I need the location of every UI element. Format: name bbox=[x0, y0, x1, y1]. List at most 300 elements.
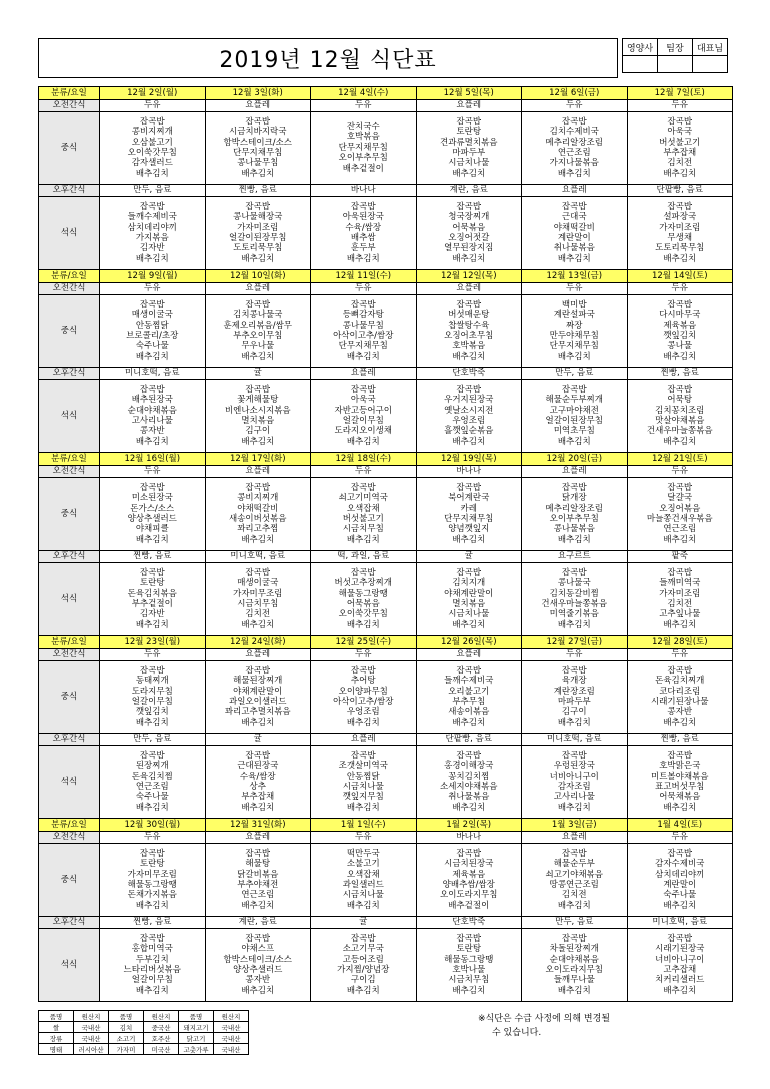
menu-item: 아욱국 bbox=[667, 127, 693, 138]
menu-item: 두부김치 bbox=[135, 954, 169, 965]
menu-item: 배추김치 bbox=[135, 351, 169, 362]
dinner-cell bbox=[100, 380, 206, 453]
menu-item: 양상추샐러드 bbox=[233, 965, 283, 975]
menu-item: 미소된장국 bbox=[131, 493, 173, 504]
menu-item: 배추김치 bbox=[135, 436, 169, 447]
menu-item: 미역초무침 bbox=[553, 426, 595, 437]
morning-snack-cell: 두유 bbox=[522, 100, 628, 112]
signature-label: 팀장 bbox=[658, 39, 693, 56]
menu-item: 배추김치 bbox=[452, 619, 486, 630]
signature-label: 영양사 bbox=[623, 39, 658, 56]
dinner-row bbox=[39, 929, 733, 1002]
origin-cell: 원산지 bbox=[214, 1011, 249, 1022]
menu-item: 계란장조림 bbox=[553, 686, 595, 697]
day-header: 12월 24일(화) bbox=[205, 636, 311, 649]
menu-item: 배추김치 bbox=[346, 802, 380, 813]
menu-item: 배추김치 bbox=[346, 900, 380, 911]
lunch-row bbox=[39, 844, 733, 917]
menu-item: 숙주나물 bbox=[135, 341, 169, 352]
menu-item: 배추김치 bbox=[557, 717, 591, 728]
menu-item: 흘깻잎순볶음 bbox=[444, 426, 494, 437]
menu-item: 얼갈이된장무침 bbox=[229, 233, 287, 243]
week-header-row bbox=[39, 819, 733, 832]
menu-item: 잡곡밥 bbox=[350, 933, 376, 944]
menu-item: 표고버섯무침 bbox=[655, 782, 705, 792]
menu-item: 토란탕 bbox=[139, 578, 165, 589]
menu-item: 야채스프 bbox=[241, 944, 275, 955]
origin-row bbox=[39, 1044, 249, 1055]
dinner-cell bbox=[100, 929, 206, 1002]
menu-item: 홍합미역국 bbox=[131, 944, 173, 955]
menu-item: 메추리알장조림 bbox=[545, 503, 603, 514]
menu-item: 야채계란말이 bbox=[233, 686, 283, 697]
menu-item: 맛살야채볶음 bbox=[655, 416, 705, 426]
morning-snack-cell: 요플레 bbox=[205, 100, 311, 112]
menu-item: 배추김치 bbox=[452, 436, 486, 447]
menu-item: 잡곡밥 bbox=[139, 665, 165, 676]
menu-item: 버섯매운탕 bbox=[448, 310, 490, 321]
menu-item: 순대야채볶음 bbox=[127, 405, 177, 416]
menu-item: 닭개장 bbox=[561, 493, 587, 504]
morning-snack-cell: 두유 bbox=[311, 466, 417, 478]
menu-item: 배추된장국 bbox=[131, 395, 173, 406]
lunch-cell bbox=[522, 112, 628, 185]
menu-item: 배추김치 bbox=[663, 534, 697, 545]
origin-cell: 장류 bbox=[39, 1033, 74, 1044]
dinner-row bbox=[39, 563, 733, 636]
lunch-cell bbox=[311, 661, 417, 734]
menu-item: 배추김치 bbox=[135, 900, 169, 911]
row-label: 중식 bbox=[39, 295, 100, 368]
dinner-cell bbox=[311, 197, 417, 270]
menu-item: 오징어젓갈 bbox=[448, 233, 490, 243]
menu-item: 도라지무침 bbox=[131, 686, 173, 697]
morning-snack-cell: 두유 bbox=[627, 100, 733, 112]
origin-cell: 품명 bbox=[39, 1011, 74, 1022]
menu-item: 콩나물 bbox=[667, 341, 693, 352]
menu-item: 호박맑은국 bbox=[659, 761, 701, 772]
menu-item: 들깨수제비국 bbox=[127, 212, 177, 223]
origin-cell: 고춧가루 bbox=[179, 1044, 214, 1055]
menu-item: 오색잡채 bbox=[346, 869, 380, 880]
menu-item: 된장찌개 bbox=[135, 761, 169, 772]
menu-item: 김치꽁치조림 bbox=[655, 405, 705, 416]
menu-item: 배추김치 bbox=[241, 802, 275, 813]
origin-row bbox=[39, 1033, 249, 1044]
afternoon-snack-cell: 요플레 bbox=[311, 734, 417, 746]
menu-item: 돈육김치찜 bbox=[131, 771, 173, 782]
menu-item: 배추김치 bbox=[346, 717, 380, 728]
menu-item: 배추김치 bbox=[135, 717, 169, 728]
afternoon-snack-cell: 찐빵, 음료 bbox=[205, 185, 311, 197]
menu-item: 잡곡밥 bbox=[245, 848, 271, 859]
afternoon-snack-cell: 찐빵, 음료 bbox=[100, 917, 206, 929]
menu-item: 단무지채무침 bbox=[549, 341, 599, 352]
menu-item: 시래기된장나물 bbox=[651, 697, 709, 707]
day-header: 12월 11일(수) bbox=[311, 270, 417, 283]
menu-item: 추어탕 bbox=[350, 676, 376, 687]
lunch-cell bbox=[416, 112, 522, 185]
signature-box[interactable] bbox=[623, 56, 658, 73]
menu-item: 돈육김치찌개 bbox=[655, 676, 705, 687]
menu-item: 잡곡밥 bbox=[245, 299, 271, 310]
day-header: 12월 18일(수) bbox=[311, 453, 417, 466]
notice-line: 수 있습니다. bbox=[492, 1028, 542, 1038]
morning-snack-row bbox=[39, 100, 733, 112]
menu-item: 시금치나물 bbox=[448, 609, 490, 620]
menu-item: 배추겉절이 bbox=[448, 900, 490, 911]
menu-item: 배추김치 bbox=[241, 985, 275, 996]
menu-item: 오삼불고기 bbox=[131, 137, 173, 148]
menu-item: 해물동그랑땡 bbox=[127, 880, 177, 890]
origin-row bbox=[39, 1011, 249, 1022]
menu-item: 꽃게해물탕 bbox=[237, 395, 279, 406]
menu-item: 잡곡밥 bbox=[667, 750, 693, 761]
afternoon-snack-row bbox=[39, 734, 733, 746]
day-header: 12월 9일(월) bbox=[100, 270, 206, 283]
menu-item: 꽈리고추멸치볶음 bbox=[224, 707, 291, 718]
day-header: 12월 14일(토) bbox=[627, 270, 733, 283]
menu-item: 시금치된장국 bbox=[444, 859, 494, 870]
menu-item: 버섯불고기 bbox=[659, 137, 701, 148]
lunch-cell bbox=[311, 844, 417, 917]
menu-item: 잡곡밥 bbox=[350, 201, 376, 212]
menu-item: 배추김치 bbox=[241, 717, 275, 728]
lunch-cell bbox=[100, 844, 206, 917]
menu-item: 오리불고기 bbox=[448, 686, 490, 697]
morning-snack-cell: 두유 bbox=[627, 466, 733, 478]
afternoon-snack-cell: 요플레 bbox=[311, 368, 417, 380]
morning-snack-cell: 요플레 bbox=[205, 649, 311, 661]
morning-snack-cell: 요플레 bbox=[522, 466, 628, 478]
menu-item: 해물동그랑땡 bbox=[338, 588, 388, 599]
menu-item: 잡곡밥 bbox=[350, 482, 376, 493]
menu-item: 무우나물 bbox=[241, 341, 275, 352]
menu-item: 치커리샐러드 bbox=[655, 975, 705, 986]
menu-item: 잡곡밥 bbox=[350, 750, 376, 761]
afternoon-snack-cell: 귤 bbox=[205, 368, 311, 380]
notice-line: ※식단은 수급 사정에 의해 변경될 bbox=[478, 1014, 611, 1024]
menu-item: 배추쌈 bbox=[350, 233, 376, 243]
menu-item: 너비아니구이 bbox=[549, 771, 599, 782]
menu-item: 오색잡채 bbox=[346, 503, 380, 514]
menu-item: 쇠고기야채볶음 bbox=[545, 869, 603, 880]
lunch-cell bbox=[416, 844, 522, 917]
menu-item: 잡곡밥 bbox=[139, 848, 165, 859]
category-label: 분류/요일 bbox=[39, 636, 100, 649]
menu-item: 상추 bbox=[249, 782, 266, 792]
dinner-cell bbox=[100, 197, 206, 270]
row-label: 석식 bbox=[39, 563, 100, 636]
menu-item: 단무지채무침 bbox=[338, 341, 388, 352]
lunch-row bbox=[39, 295, 733, 368]
afternoon-snack-cell: 단팥빵, 음료 bbox=[627, 185, 733, 197]
menu-item: 비엔나소시지볶음 bbox=[224, 405, 291, 416]
menu-item: 잡곡밥 bbox=[139, 933, 165, 944]
lunch-cell bbox=[627, 661, 733, 734]
dinner-row bbox=[39, 380, 733, 453]
menu-item: 잡곡밥 bbox=[139, 299, 165, 310]
menu-item: 배추김치 bbox=[241, 619, 275, 630]
dinner-cell bbox=[205, 563, 311, 636]
row-label: 오후간식 bbox=[39, 551, 100, 563]
menu-item: 무생채 bbox=[667, 233, 693, 243]
afternoon-snack-cell: 미니호떡, 음료 bbox=[522, 734, 628, 746]
signature-box[interactable] bbox=[693, 56, 728, 73]
menu-item: 배추김치 bbox=[663, 351, 697, 362]
afternoon-snack-cell: 찐빵, 음료 bbox=[627, 368, 733, 380]
menu-item: 너비아니구이 bbox=[655, 954, 705, 965]
menu-item: 김치콩나물국 bbox=[233, 310, 283, 321]
day-header: 12월 23일(월) bbox=[100, 636, 206, 649]
menu-item: 부추무침 bbox=[452, 697, 486, 707]
afternoon-snack-cell: 바나나 bbox=[311, 185, 417, 197]
row-label: 오후간식 bbox=[39, 185, 100, 197]
row-label: 오전간식 bbox=[39, 100, 100, 112]
menu-item: 느타리버섯볶음 bbox=[123, 965, 181, 975]
menu-item: 미트볼야채볶음 bbox=[651, 771, 709, 782]
week-header-row bbox=[39, 87, 733, 100]
dinner-cell bbox=[627, 197, 733, 270]
menu-item: 양상추샐러드 bbox=[127, 514, 177, 524]
afternoon-snack-cell: 단호박죽 bbox=[416, 368, 522, 380]
menu-item: 배추김치 bbox=[663, 436, 697, 447]
lunch-cell bbox=[205, 478, 311, 551]
menu-item: 단무지채무침 bbox=[444, 514, 494, 524]
menu-item: 감자조림 bbox=[557, 782, 591, 792]
menu-item: 시금치나물 bbox=[448, 158, 490, 169]
menu-item: 토란탕 bbox=[456, 944, 482, 955]
menu-item: 잡곡밥 bbox=[561, 567, 587, 578]
menu-item: 계란설파국 bbox=[553, 310, 595, 321]
dinner-cell bbox=[311, 563, 417, 636]
morning-snack-cell: 요플레 bbox=[205, 832, 311, 844]
menu-item: 콩자반 bbox=[139, 426, 165, 437]
menu-item: 잡곡밥 bbox=[139, 116, 165, 127]
day-header: 12월 26일(목) bbox=[416, 636, 522, 649]
afternoon-snack-row bbox=[39, 368, 733, 380]
menu-item: 가자미조림 bbox=[237, 222, 279, 233]
day-header: 12월 25일(수) bbox=[311, 636, 417, 649]
origin-cell: 돼지고기 bbox=[179, 1022, 214, 1033]
menu-item: 꽈리고추찜 bbox=[237, 524, 279, 535]
menu-item: 새송이버섯볶음 bbox=[229, 514, 287, 524]
row-label: 석식 bbox=[39, 929, 100, 1002]
menu-item: 고추잎나물 bbox=[659, 609, 701, 620]
menu-item: 잡곡밥 bbox=[456, 848, 482, 859]
menu-item: 들깨미역국 bbox=[659, 578, 701, 589]
menu-item: 김치전 bbox=[667, 599, 693, 609]
menu-item: 배추김치 bbox=[557, 168, 591, 179]
menu-item: 배추김치 bbox=[452, 802, 486, 813]
dinner-cell bbox=[205, 197, 311, 270]
week-header-row bbox=[39, 636, 733, 649]
menu-item: 배추김치 bbox=[557, 436, 591, 447]
menu-item: 견과류멸치볶음 bbox=[440, 137, 498, 148]
menu-item: 김치지개 bbox=[452, 578, 486, 589]
menu-item: 수육/쌈장 bbox=[239, 771, 276, 782]
morning-snack-cell: 요플레 bbox=[416, 649, 522, 661]
morning-snack-cell: 두유 bbox=[311, 100, 417, 112]
menu-item: 땅콩연근조림 bbox=[549, 880, 599, 890]
menu-item: 배추김치 bbox=[241, 168, 275, 179]
menu-item: 야채떡갈비 bbox=[553, 222, 595, 233]
menu-item: 단무지채무침 bbox=[338, 142, 388, 153]
menu-item: 아삭이고추/쌈장 bbox=[333, 331, 394, 341]
menu-item: 시금치나물 bbox=[342, 782, 384, 792]
menu-item: 배추김치 bbox=[346, 619, 380, 630]
morning-snack-cell: 두유 bbox=[100, 283, 206, 295]
menu-item: 잡곡밥 bbox=[667, 933, 693, 944]
menu-item: 잡곡밥 bbox=[561, 933, 587, 944]
menu-item: 삼치데리야끼 bbox=[655, 869, 705, 880]
afternoon-snack-cell: 요플레 bbox=[522, 185, 628, 197]
afternoon-snack-cell: 찐빵, 음료 bbox=[627, 734, 733, 746]
day-header: 12월 31일(화) bbox=[205, 819, 311, 832]
day-header: 12월 27일(금) bbox=[522, 636, 628, 649]
morning-snack-cell: 두유 bbox=[627, 283, 733, 295]
menu-item: 브로콜리/초장 bbox=[126, 331, 179, 341]
lunch-cell bbox=[522, 295, 628, 368]
lunch-cell bbox=[627, 112, 733, 185]
menu-item: 야채떡갈비 bbox=[237, 503, 279, 514]
menu-item: 해물된장찌개 bbox=[233, 676, 283, 687]
menu-item: 잡곡밥 bbox=[245, 750, 271, 761]
menu-item: 잡곡밥 bbox=[350, 384, 376, 395]
afternoon-snack-cell: 계란, 음료 bbox=[416, 185, 522, 197]
menu-item: 콩나물무침 bbox=[342, 320, 384, 331]
menu-item: 도토리묵무침 bbox=[233, 243, 283, 254]
title-box bbox=[38, 38, 618, 78]
menu-item: 해물동그랑땡 bbox=[444, 954, 494, 965]
origin-cell: 닭고기 bbox=[179, 1033, 214, 1044]
menu-item: 닭갈비볶음 bbox=[237, 869, 279, 880]
menu-item: 김치전 bbox=[667, 158, 693, 169]
menu-item: 야채피클 bbox=[135, 524, 169, 535]
menu-item: 배추김치 bbox=[241, 900, 275, 911]
menu-item: 잡곡밥 bbox=[561, 750, 587, 761]
menu-item: 오이부추무침 bbox=[338, 153, 388, 164]
menu-item: 깻잎김치 bbox=[135, 707, 169, 718]
menu-item: 호박볶음 bbox=[452, 341, 486, 352]
menu-item: 연근조림 bbox=[135, 782, 169, 792]
dinner-cell bbox=[205, 746, 311, 819]
menu-item: 해물순두부찌개 bbox=[545, 395, 603, 406]
menu-item: 제육볶음 bbox=[452, 869, 486, 880]
morning-snack-cell: 두유 bbox=[100, 466, 206, 478]
menu-item: 배추김치 bbox=[135, 802, 169, 813]
morning-snack-cell: 요플레 bbox=[416, 283, 522, 295]
menu-item: 짜장 bbox=[566, 320, 583, 331]
menu-item: 배추김치 bbox=[135, 985, 169, 996]
dinner-cell bbox=[311, 746, 417, 819]
afternoon-snack-row bbox=[39, 917, 733, 929]
menu-item: 잡곡밥 bbox=[245, 201, 271, 212]
menu-item: 멸치볶음 bbox=[452, 599, 486, 609]
menu-item: 어묵채볶음 bbox=[659, 792, 701, 803]
dinner-cell bbox=[416, 197, 522, 270]
morning-snack-cell: 바나나 bbox=[416, 832, 522, 844]
menu-item: 가자미무조림 bbox=[233, 588, 283, 599]
morning-snack-cell: 두유 bbox=[311, 832, 417, 844]
afternoon-snack-cell: 미니호떡, 음료 bbox=[627, 917, 733, 929]
morning-snack-cell: 두유 bbox=[311, 649, 417, 661]
dinner-row bbox=[39, 197, 733, 270]
lunch-cell bbox=[416, 661, 522, 734]
lunch-row bbox=[39, 112, 733, 185]
day-header: 1월 1일(수) bbox=[311, 819, 417, 832]
dinner-cell bbox=[205, 929, 311, 1002]
signature-box[interactable] bbox=[658, 56, 693, 73]
menu-item: 안동찜닭 bbox=[135, 320, 169, 331]
menu-item: 설파장국 bbox=[663, 212, 697, 223]
menu-item: 김치전 bbox=[561, 890, 587, 901]
menu-item: 콩나물볶음 bbox=[553, 524, 595, 535]
menu-item: 소불고기 bbox=[346, 859, 380, 870]
afternoon-snack-cell: 귤 bbox=[416, 551, 522, 563]
week-header-row bbox=[39, 453, 733, 466]
menu-item: 고사리나물 bbox=[131, 416, 173, 426]
menu-item: 콩나물국 bbox=[557, 578, 591, 589]
menu-item: 버섯불고기 bbox=[342, 514, 384, 524]
menu-item: 아욱된장국 bbox=[342, 212, 384, 223]
menu-item: 배추김치 bbox=[557, 900, 591, 911]
menu-item: 양념깻잎지 bbox=[448, 524, 490, 535]
menu-item: 오징어볶음 bbox=[659, 503, 701, 514]
menu-item: 수육/쌈장 bbox=[345, 222, 382, 233]
menu-item: 가지찜/양념장 bbox=[337, 965, 390, 975]
category-label: 분류/요일 bbox=[39, 270, 100, 283]
menu-item: 콩비지찌개 bbox=[131, 127, 173, 138]
afternoon-snack-cell: 떡, 과일, 음료 bbox=[311, 551, 417, 563]
dinner-cell bbox=[100, 746, 206, 819]
morning-snack-cell: 두유 bbox=[627, 832, 733, 844]
menu-item: 배추김치 bbox=[663, 717, 697, 728]
lunch-cell bbox=[627, 844, 733, 917]
header bbox=[38, 38, 733, 82]
origin-cell: 국내산 bbox=[214, 1022, 249, 1033]
menu-item: 배추김치 bbox=[241, 253, 275, 264]
menu-item: 오이쑥갓무침 bbox=[127, 148, 177, 158]
menu-item: 고등어조림 bbox=[342, 954, 384, 965]
menu-item: 메추리알장조림 bbox=[545, 137, 603, 148]
menu-item: 열무된장지짐 bbox=[444, 243, 494, 254]
afternoon-snack-cell: 귤 bbox=[311, 917, 417, 929]
dinner-cell bbox=[416, 929, 522, 1002]
dinner-cell bbox=[627, 563, 733, 636]
lunch-row bbox=[39, 478, 733, 551]
row-label: 오전간식 bbox=[39, 832, 100, 844]
menu-item: 잡곡밥 bbox=[667, 201, 693, 212]
lunch-cell bbox=[205, 844, 311, 917]
page-title: 2019년 12월 식단표 bbox=[219, 47, 437, 73]
menu-item: 얼갈이무침 bbox=[342, 416, 384, 426]
menu-item: 훈두부 bbox=[350, 243, 376, 254]
menu-item: 가자미조림 bbox=[659, 588, 701, 599]
menu-item: 근대국 bbox=[561, 212, 587, 223]
menu-item: 해물탕 bbox=[245, 859, 271, 870]
menu-item: 콩비지찌개 bbox=[237, 493, 279, 504]
menu-item: 잡곡밥 bbox=[245, 933, 271, 944]
menu-item: 숙주나물 bbox=[663, 890, 697, 901]
menu-item: 구이김 bbox=[350, 975, 376, 986]
menu-item: 잡곡밥 bbox=[456, 750, 482, 761]
menu-page bbox=[38, 38, 733, 1070]
origin-cell: 쌀 bbox=[39, 1022, 74, 1033]
menu-item: 잡곡밥 bbox=[667, 665, 693, 676]
menu-item: 훈제오리볶음/쌈무 bbox=[223, 320, 293, 331]
menu-item: 잡곡밥 bbox=[456, 567, 482, 578]
